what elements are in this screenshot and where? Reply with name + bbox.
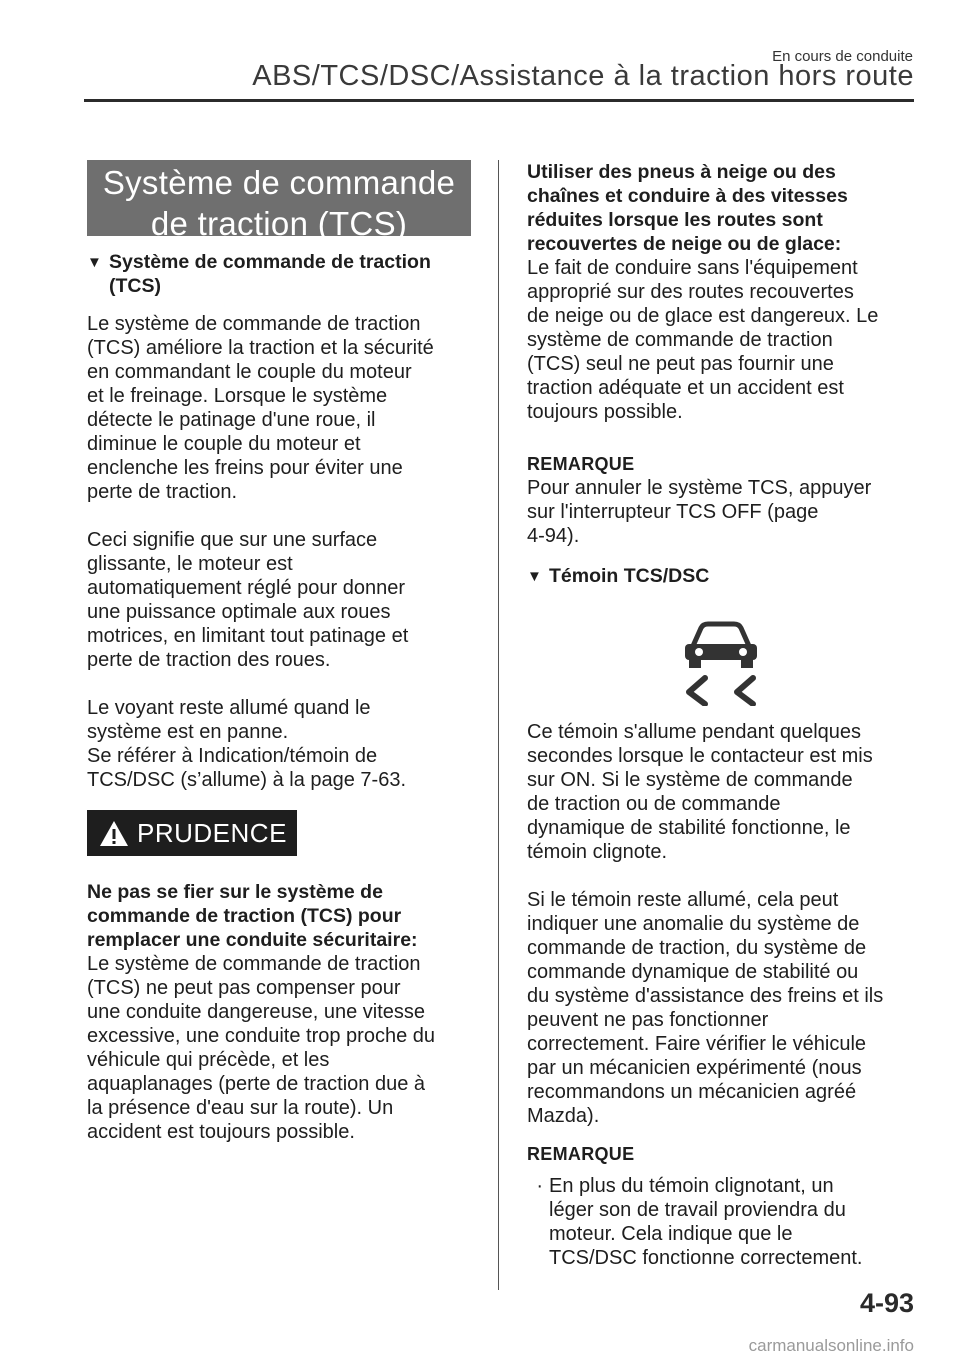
paragraph-1: Le système de commande de traction (TCS) améliore la traction et la sécurité en commandant le couple du moteur et le freinage. Lorsque le système détecte le patinage d'une roue, il diminue le couple du moteur et enclenche les freins pour éviter une perte de traction. [87, 313, 434, 503]
snow-tires-text: Le fait de conduire sans l'équipement approprié sur des routes recouvertes de neige ou de glace est dangereux. Le système de commande de traction (TCS) seul ne peut pas fournir une traction adéquate et un accident est toujours possible. [527, 257, 879, 423]
column-divider [498, 160, 499, 1290]
warning-icon [99, 820, 129, 847]
remarque-label-2: REMARQUE [527, 1144, 635, 1164]
right-column [527, 160, 919, 1270]
subhead-tcs [87, 250, 471, 298]
tcs-dsc-warning-light-icon [679, 618, 763, 706]
paragraph-2: Ceci signifie que sur une surface glissante, le moteur est automatiquement réglé pour donner une puissance optimale aux roues motrices, en limitant tout patinage et perte de traction des roues. [87, 529, 409, 671]
paragraph-4: Ce témoin s'allume pendant quelques secondes lorsque le contacteur est mis sur ON. Si le système de commande de traction ou de commande dynamique de stabilité fonctionne, le témoin clignote. [527, 721, 873, 863]
banner-line-2: de traction (TCS) [150, 205, 408, 242]
triangle-icon: ▼ [527, 568, 542, 585]
header-title: ABS/TCS/DSC/Assistance à la traction hors route [252, 60, 914, 92]
warning-text: Le système de commande de traction (TCS) ne peut pas compenser pour une conduite dangereuse, une vitesse excessive, une conduite trop proche du véhicule qui précède, et les aquaplanages (perte de traction due à la présence d'eau sur la route). Un accident est toujours possible. [87, 953, 435, 1143]
subhead-temoin [527, 564, 919, 590]
snow-tires-bold: Utiliser des pneus à neige ou des chaînes et conduire à des vitesses réduites lorsque les routes sont recouvertes de neige ou de glace: [527, 161, 848, 255]
section-banner [87, 160, 471, 242]
subhead-tcs-line-2: (TCS) [109, 275, 161, 297]
remarque-label-1: REMARQUE [527, 454, 635, 474]
left-column [87, 160, 471, 1144]
warning-bold: Ne pas se fier sur le système de commande de traction (TCS) pour remplacer une conduite sécuritaire: [87, 881, 418, 951]
prudence-label: PRUDENCE [137, 817, 287, 848]
prudence-banner [87, 810, 297, 856]
paragraph-5: Si le témoin reste allumé, cela peut indiquer une anomalie du système de commande de traction, du système de commande dynamique de stabilité ou du système d'assistance des freins et ils peuvent ne pas fonctionner correctement. Faire vérifier le véhicule par un mécanicien expérimenté (nous recommandons un mécanicien agréé Mazda). [527, 889, 884, 1127]
remarque-bullet-1: · En plus du témoin clignotant, un léger son de travail proviendra du moteur. Cela indique que le TCS/DSC fonctionne correctement. [527, 1174, 919, 1270]
remarque-text-1: Pour annuler le système TCS, appuyer sur l'interrupteur TCS OFF (page 4-94). [527, 477, 872, 547]
banner-line-1: Système de commande [102, 164, 456, 201]
header-rule [84, 99, 914, 102]
watermark: carmanualsonline.info [748, 1336, 914, 1355]
subhead-tcs-line-1: Système de commande de traction [109, 251, 431, 273]
bullet-mark: · [536, 1175, 543, 1197]
header-section-label: En cours de conduite [772, 48, 913, 65]
triangle-icon: ▼ [87, 254, 102, 271]
page-number: 4-93 [859, 1288, 914, 1318]
subhead-temoin-label: Témoin TCS/DSC [549, 565, 710, 587]
paragraph-3: Le voyant reste allumé quand le système est en panne. Se référer à Indication/témoin de TCS/DSC (s’allume) à la page 7-63. [87, 697, 407, 791]
